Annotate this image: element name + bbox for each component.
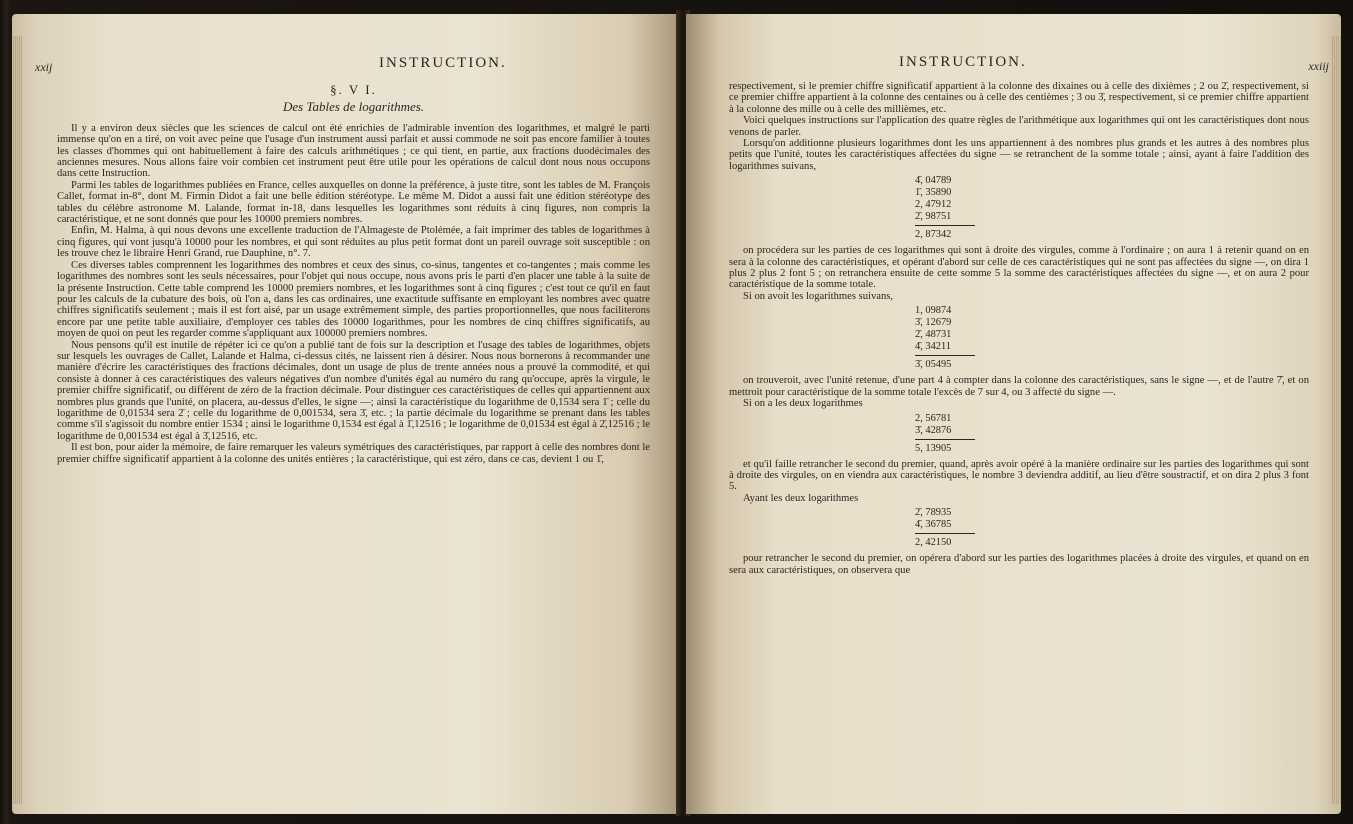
right-paragraph-3: Lorsqu'on additionne plusieurs logarithmes dont les uns appartiennent à des nombres plus grands et les autres à des nombres plus petits que l'unité, toutes les caractéristiques affectées du signe — se retranchent de la somme totale ; ainsi, ayant à faire l'addition des logarithmes suivans,: [729, 138, 1309, 172]
right-paragraph-6: on trouveroit, avec l'unité retenue, d'une part 4 à compter dans la colonne des caractéristiques, sans le signe —, et de l'autre 7̄, et on mettroit pour caractéristique de la somme totale l'excès de 7 sur 4, ou 3 affecté du signe —.: [729, 375, 1309, 398]
left-page-edges: [12, 36, 22, 804]
right-paragraph-5: Si on avoit les logarithmes suivans,: [743, 290, 894, 302]
left-paragraph-5: Nous pensons qu'il est inutile de répéter ici ce qu'on a publié tant de fois sur la description et l'usage des tables de logarithmes, objets sur lesquels les ouvrages de Callet, Lalande et Halma, ci-dessus cités, ne laissent rien à désirer. Nous nous bornerons à recommander une manière d'écrire les caractéristiques des fractions décimales, dont un usage de plus de trente années nous a prouvé la commodité, et qui consiste à donner à ces caractéristiques des valeurs négatives d'un nombre d'unités égal au numéro du rang qu'occupe, après la virgule, le premier chiffre significatif, ou différent de zéro de la fraction décimale. Pour distinguer ces caractéristiques de celles qui appartiennent aux nombres plus grands que l'unité, on placera, au-dessus d'elles, le signe —; ainsi la caractéristique du logarithme de 0,1534 sera 1̄ ; celle du logarithme de 0,01534 sera 2̄ ; celle du logarithme de 0,001534, sera 3̄, etc. ; la partie décimale du logarithme se prenant dans les tables comme s'il s'agissoit du nombre entier 1534 ; ainsi le logarithme 0,1534 est égal à 1̄,12516 ; le logarithme de 0,01534 est égal à 2̄,12516 ; le logarithme de 0,001534 est égal à 3̄,12516, etc.: [57, 339, 650, 442]
right-paragraph-2: Voici quelques instructions sur l'application des quatre règles de l'arithmétique aux logarithmes qui ont les caractéristiques dont nous venons de parler.: [729, 115, 1309, 138]
right-paragraph-1: respectivement, si le premier chiffre significatif appartient à la colonne des dixaines ou à celle des dixièmes ; 2 ou 2̄, respectivement, si ce premier chiffre appartient à la colonne des centaines ou à celle des centièmes ; 3 ou 3̄, respectivement, si ce premier chiffre appartient à la colonne des mille ou à celle des millièmes, etc.: [729, 81, 1309, 115]
calc-line: 2, 47912: [915, 199, 952, 211]
calc-result: 2, 42150: [915, 537, 952, 549]
left-paragraph-4: Ces diverses tables comprennent les logarithmes des nombres et ceux des sinus, co-sinus, tangentes et co-tangentes ; mais comme les logarithmes des nombres sont les seuls nécessaires, pour l'objet qui nous occupe, nous avons pris le parti d'en placer une table à la suite de la présente Instruction. Cette table comprend les 10000 premiers nombres, et les logarithmes sont à cinq figures ; c'est tout ce qu'il en faut pour les calculs de la cubature des bois, où l'on a, dans les cas ordinaires, une exactitude suffisante en employant les nombres avec quatre chiffres significatifs seulement ; mais il est fort aisé, par un usage extrêmement simple, des parties proportionnelles, que nous faciliterons encore par une petite table auxiliaire, d'employer ces tables des 10000 logarithmes, pour les nombres de cinq chiffres significatifs, au moyen de quoi on peut les regarder comme s'appliquant aux 100000 premiers nombres.: [57, 259, 650, 340]
left-page: [12, 14, 680, 814]
calc-line: 2, 56781: [915, 412, 952, 424]
calc-result: 2, 87342: [915, 229, 952, 241]
calc-line: 4̄, 34211: [915, 341, 951, 353]
calc-rule: [915, 355, 975, 356]
left-paragraph-1: Il y a environ deux siècles que les sciences de calcul ont été enrichies de l'admirable invention des logarithmes, et malgré le parti immense qu'on en a tiré, on voit avec peine que l'usage d'un instrument aussi parfait et aussi commode ne soit pas encore familier à toutes les classes d'hommes qui ont habituellement à faire des calculs arithmétiques ; ce qui tient, en partie, aux fractions duodécimales des anciennes mesures. Nous allons faire voir combien cet instrument peut être utile pour les opérations de calcul dont nous nous occupons dans cette Instruction.: [57, 122, 650, 180]
right-paragraph-4: on procédera sur les parties de ces logarithmes qui sont à droite des virgules, comme à l'ordinaire ; on aura 1 à retenir quand on en sera à la colonne des caractéristiques, et opérant d'abord sur celle de ces caractéristiques qui ne sont pas affectées du signe —, on dira 1 plus 2 plus 2 font 5 ; on retranchera ensuite de cette somme 5 la somme des caractéristiques affectées du signe —, et on aura 2 pour caractéristique de la somme totale.: [729, 245, 1309, 291]
section-number: §. V I.: [330, 82, 377, 97]
calc-line: 3̄, 42876: [915, 424, 952, 436]
left-paragraph-6: Il est bon, pour aider la mémoire, de faire remarquer les valeurs symétriques des caractéristiques, par rapport à celle des nombres dont le premier chiffre significatif appartient à la colonne des unités entières ; la caractéristique, qui est zéro, dans ce cas, devient 1 ou 1̄,: [57, 442, 650, 465]
left-text-column: [35, 55, 650, 465]
calc-line: 1̄, 35890: [915, 187, 952, 199]
left-running-title: INSTRUCTION.: [379, 55, 507, 71]
right-page-header: [729, 54, 1329, 81]
calc-rule: [915, 225, 975, 226]
right-folio: xxiij: [1308, 59, 1329, 73]
calc-rule: [915, 439, 975, 440]
calc-result: 5, 13905: [915, 442, 952, 454]
calc-result: 3̄, 05495: [915, 359, 952, 371]
left-page-header: [35, 55, 650, 82]
calc-line: 4̄, 36785: [915, 519, 952, 531]
calc-line: 4̄, 04789: [915, 175, 952, 187]
calculation-2: [915, 305, 1309, 371]
right-paragraph-7: Si on a les deux logarithmes: [743, 398, 863, 410]
left-paragraph-3: Enfin, M. Halma, à qui nous devons une excellente traduction de l'Almageste de Ptolémée, a fait imprimer des tables de logarithmes à cinq figures, qui vont jusqu'à 10000 pour les nombres, et qui sont réduites au plus petit format dont un pareil ouvrage soit susceptible : on les trouve chez le libraire Henri Grand, rue Dauphine, n°. 7.: [57, 225, 650, 260]
right-paragraph-10: pour retrancher le second du premier, on opérera d'abord sur les parties des logarithmes placées à droite des virgules, et quand on en sera aux caractéristiques, on observera que: [729, 553, 1309, 576]
calculation-1: [915, 175, 1309, 241]
right-paragraph-8: et qu'il faille retrancher le second du premier, quand, après avoir opéré à la manière ordinaire sur les parties des logarithmes qui sont à droite des virgules, on en viendra aux caractéristiques, le nombre 3 deviendra additif, au lieu d'être soustractif, et on dira 2 plus 3 font 5.: [729, 458, 1309, 493]
left-folio: xxij: [35, 60, 53, 74]
right-paragraph-9: Ayant les deux logarithmes: [743, 492, 859, 504]
section-subtitle: Des Tables de logarithmes.: [282, 99, 425, 115]
left-paragraph-2: Parmi les tables de logarithmes publiées en France, celles auxquelles on donne la préférence, à juste titre, sont les tables de M. François Callet, format in-8°, dont M. Firmin Didot a fait une belle édition stéréotype. Le même M. Didot a aussi fait une édition stéréotype des tables du célèbre astronome M. Lalande, format in-18, dans lesquelles les logarithmes sont réduits à cinq figures, non compris la caractéristique, et ne sont donnés que pour les 10000 premiers nombres.: [57, 179, 650, 226]
calculation-3: [915, 413, 1309, 455]
calc-line: 2̄, 48731: [915, 329, 952, 341]
right-page-edges: [1331, 36, 1341, 804]
right-text-column: [729, 54, 1329, 576]
calc-rule: [915, 533, 975, 534]
calculation-4: [915, 507, 1309, 549]
calc-line: 1, 09874: [915, 305, 952, 317]
right-page: [686, 14, 1341, 814]
right-running-title: INSTRUCTION.: [899, 54, 1027, 70]
calc-line: 2̄, 78935: [915, 507, 952, 519]
calc-line: 2̄, 98751: [915, 211, 952, 223]
calc-line: 3̄, 12679: [915, 317, 952, 329]
